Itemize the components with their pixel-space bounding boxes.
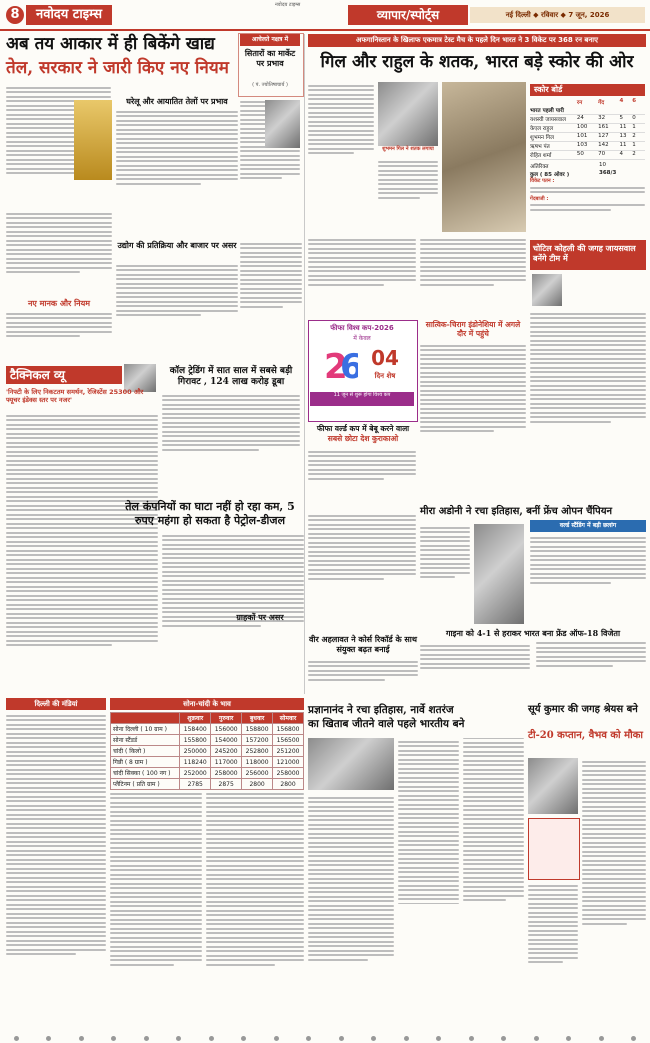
- gill-photo: [378, 82, 438, 146]
- fifa-subtitle: में केवल: [353, 335, 371, 342]
- shreyas-photo: [528, 758, 578, 814]
- col-fours: 4: [619, 98, 624, 104]
- table-row: गिन्नी ( 8 ग्राम ) 118240 117000 118000 121000: [111, 757, 304, 768]
- lead-side-heading: घरेलू और आयातित तेलों पर प्रभाव: [126, 97, 228, 106]
- lead-headline-2: तेल, सरकार ने जारी किए नए नियम: [6, 58, 229, 78]
- jaiswal-headline: चोटिल कोहली की जगह जायसवाल बनेंगे टीम में: [530, 240, 646, 270]
- lead-body-col2: [116, 108, 238, 238]
- oil-bottles-photo: [74, 100, 112, 180]
- technical-body: [6, 412, 158, 694]
- market-body-2: [110, 790, 202, 1022]
- stars-byline: ( पं. ज्योतिषाचार्य ): [252, 82, 288, 88]
- squad-box: [528, 818, 580, 880]
- table-row: चांदी सिक्का ( 100 नग ) 252000 258000 256000 258000: [111, 768, 304, 779]
- cricket-body-1: [308, 82, 374, 202]
- page-footer-dots: [0, 1034, 650, 1043]
- stars-title: सितारों का मार्केट पर प्रभाव: [244, 48, 296, 68]
- fifa-emblem-icon: [322, 344, 358, 384]
- lead-side-subheading: उद्योग की प्रतिक्रिया और बाजार पर असर: [117, 241, 237, 250]
- cricket-body-5: [308, 512, 416, 630]
- petrol-subhead: ग्राहकों पर असर: [236, 613, 284, 622]
- fifa-caption-1: 11 जून से शुरू होगा विश्व कप: [310, 392, 414, 406]
- pragg-headline-1: प्रज्ञानानंद ने रचा इतिहास, नार्वे शतरंज: [308, 704, 454, 716]
- fifa-title: फीफा विश्व कप-2026: [330, 324, 394, 332]
- scorecard-bowling-label: गेंदबाजी :: [530, 195, 549, 202]
- golf-headline: गाइना को 4-1 से हराकर भारत बना फ्रेंड ऑफ-18 विजेता: [445, 628, 621, 638]
- svg-text:6: 6: [340, 347, 358, 384]
- scorecard-row: ऋषभ पंत 103 142 11 1: [530, 142, 645, 151]
- table-row: सोना स्टैंडर्ड 155800 154000 157200 156500: [111, 735, 304, 746]
- fifa-count-label: दिन शेष: [374, 372, 396, 380]
- col-sixes: 6: [632, 98, 637, 104]
- lead-subhead: नए मानक और नियम: [27, 299, 91, 308]
- jaiswal-photo: [532, 274, 562, 306]
- jaiswal-body: [530, 310, 646, 510]
- table-row: चांदी ( किलो ) 250000 245200 252800 251200: [111, 746, 304, 757]
- pragg-headline-2: का खिताब जीतने वाले पहले भारतीय बने: [308, 718, 465, 730]
- cricket-top-banner: अफगानिस्तान के खिलाफ एकमात्र टेस्ट मैच के पहले दिन भारत ने 3 विकेट पर 368 रन बनाए: [308, 34, 646, 47]
- shreyas-headline-1: सूर्य कुमार की जगह श्रेयस बने: [528, 704, 638, 715]
- shreyas-body-2: [528, 882, 578, 1022]
- header-rule: [0, 29, 650, 31]
- table-header-row: शुक्रवार गुरुवार बुधवार सोमवार: [111, 713, 304, 724]
- scorecard-title: स्कोर बोर्ड: [530, 84, 645, 96]
- scorecard-row: यशस्वी जायसवाल 24 32 5 0: [530, 115, 645, 124]
- shreyas-headline-2: टी-20 कप्तान, वैभव को मौका: [528, 730, 643, 741]
- fifa-caption-3: सबसे छोटा देश कुराकाओ: [327, 434, 399, 443]
- meera-box-title: वर्ल्ड स्टैंडिंग में बड़ी छलांग: [530, 520, 646, 532]
- market-body: [6, 712, 106, 1022]
- meera-body-1: [420, 524, 470, 624]
- shreyas-body: [582, 758, 646, 1022]
- cricket-body-3: [308, 236, 416, 316]
- mid-body: [240, 240, 302, 360]
- scorecard-fall-label: विकेट पतन :: [530, 178, 555, 184]
- record-body: [308, 658, 418, 698]
- meera-box-body: [530, 534, 646, 624]
- scorecard-row: रोहित शर्मा 50 70 4 2: [530, 151, 645, 160]
- fifa-body: [308, 448, 416, 508]
- section-title: व्यापार/स्पोर्ट्स: [348, 5, 468, 25]
- badminton-body: [420, 342, 526, 502]
- scorecard-row: शुभमन गिल 101 127 13 2: [530, 133, 645, 142]
- technical-quote: 'निफ्टी के लिए निकटतम समर्थन, रेजिस्टेंस 25300 और फ्यूचर इंडेक्स स्तर पर नजर': [6, 388, 144, 404]
- scorecard-extras: अतिरिक्त 10: [530, 162, 606, 170]
- pragg-body-2: [308, 794, 394, 1022]
- svg-text:2: 2: [324, 347, 348, 384]
- lead-body-col1c: [6, 310, 112, 360]
- gill-caption: शुभमन गिल ने शतक लगाया: [382, 146, 434, 152]
- col-balls: गेंद: [598, 100, 605, 106]
- petrol-headline-2: रुपए महंगा हो सकता है पेट्रोल-डीजल: [134, 514, 286, 527]
- masthead-small: नवोदय टाइम्स: [275, 2, 301, 8]
- badminton-headline: सात्विक-चिराग इंडोनेशिया में अगले दौर में पहुंचे: [425, 320, 521, 338]
- scorecard-row: भारत पहली पारी: [530, 106, 645, 115]
- cricket-body-4: [420, 236, 526, 316]
- metals-table: [110, 712, 304, 790]
- fifa-count: 04: [371, 346, 399, 370]
- petrol-headline-1: तेल कंपनियों का घाटा नहीं हो रहा कम, 5: [125, 500, 295, 513]
- cricket-headline: गिल और राहुल के शतक, भारत बड़े स्कोर की ओर: [320, 52, 634, 72]
- brand-logo: नवोदय टाइम्स: [26, 5, 112, 25]
- astrologer-photo: [265, 100, 300, 148]
- cricket-body-2: [378, 158, 438, 238]
- pragg-body: [398, 738, 524, 1022]
- dateline: नई दिल्ली ◆ रविवार ◆ 7 जून, 2026: [470, 7, 645, 23]
- lead-headline-1: अब तय आकार में ही बिकेंगे खाद्य: [6, 34, 215, 54]
- table-row: सोना दिल्ली ( 10 ग्राम ) 158400 156000 158800 156800: [111, 724, 304, 735]
- scorecard-total: कुल ( 85 ओवर ) 368/3: [530, 170, 617, 178]
- table-row: प्लैटिनम ( प्रति ग्राम ) 2785 2875 2800 2800: [111, 779, 304, 790]
- meera-photo: [474, 524, 524, 624]
- rahul-photo: [442, 82, 526, 232]
- golf-body: [420, 642, 646, 694]
- fifa-caption-2: फीफा वर्ल्ड कप में बेबू करने वाला: [316, 424, 410, 433]
- metals-title: सोना-चांदी के भाव: [110, 698, 304, 710]
- crash-headline: कॉल ट्रेडिंग में सात साल में सबसे बड़ी गिरावट , 124 लाख करोड़ डूबा: [169, 366, 293, 387]
- crash-body: [162, 392, 300, 492]
- lead-body-col2b: [116, 262, 238, 362]
- stars-kicker: आचेलते नक्षत्र में: [240, 34, 300, 46]
- meera-headline: मीरा अडोनी ने रचा इतिहास, बनीं फ्रेंच ओपन चैंपियन: [420, 506, 613, 517]
- scorecard: [530, 98, 645, 213]
- pragg-photo: [308, 738, 394, 790]
- technical-title: टैक्निकल व्यू: [6, 366, 122, 384]
- market-title: दिल्ली की मंडियां: [6, 698, 106, 710]
- col-runs: रन: [576, 100, 583, 106]
- column-divider: [304, 34, 305, 694]
- market-body-3: [206, 790, 304, 1022]
- page-number: 8: [6, 6, 24, 24]
- scorecard-row: केएल राहुल 100 161 11 1: [530, 124, 645, 133]
- record-headline: वीर अहलावत ने कोर्स रिकॉर्ड के साथ संयुक्त बढ़त बनाई: [308, 634, 417, 654]
